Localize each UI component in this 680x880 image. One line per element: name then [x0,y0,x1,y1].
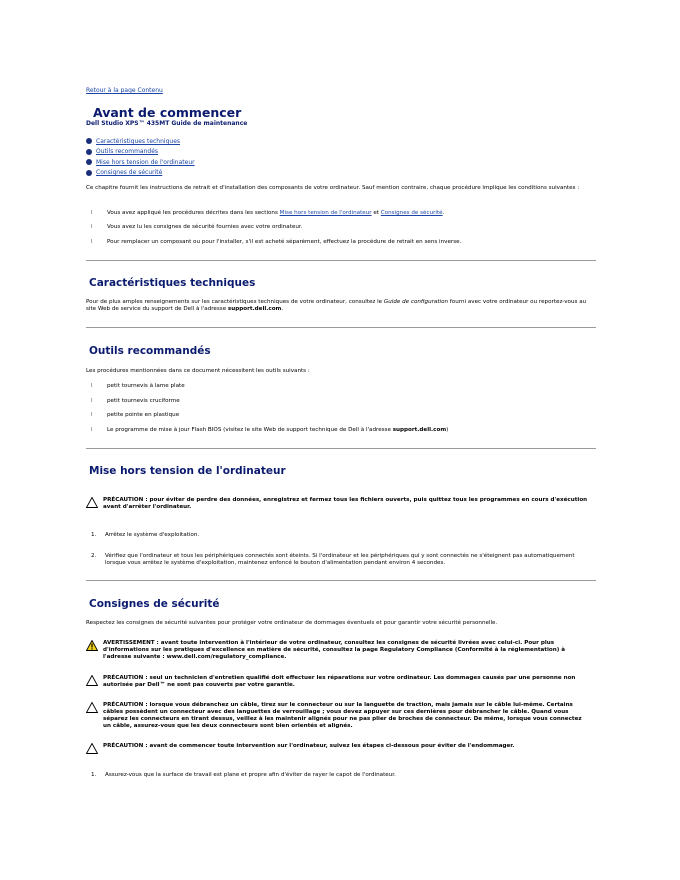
section-divider [86,327,596,328]
bullet-icon [86,149,92,155]
caution-icon [86,702,98,713]
list-text: Vous avez appliqué les procédures décrites dans les sections [107,210,280,216]
bullet-icon [86,170,92,176]
step-number: 1. [91,532,97,538]
section-divider [86,260,596,261]
list-text: petit tournevis cruciforme [107,398,180,404]
section-divider [86,580,596,581]
shutdown-inline-link[interactable]: Mise hors tension de l'ordinateur [279,210,372,216]
toc-link-tools[interactable]: Outils recommandés [96,148,159,156]
section-heading-specs: Caractéristiques techniques [89,277,256,289]
bullet-icon [86,159,92,165]
caution-text: seul un technicien d'entretien qualifié doit effectuer les réparations sur votre ordinateur. Les dommages causés par une personne non autorisée par Dell™ ne sont pas couverts par votre garantie. [103,675,576,688]
table-of-contents [86,136,195,178]
warning-label: AVERTISSEMENT : [103,640,159,646]
list-marker: l [91,412,93,418]
toc-link-specs[interactable]: Caractéristiques techniques [96,137,181,145]
caution-text: avant de commencer toute intervention sur l'ordinateur, suivez les étapes ci-dessous pour éviter de l'endommager. [147,743,515,749]
toc-item [86,157,195,168]
step-text: Assurez-vous que la surface de travail est plane et propre afin d'éviter de rayer le capot de l'ordinateur. [105,772,396,778]
list-marker: l [91,224,93,230]
caution-label: PRÉCAUTION : [103,743,148,749]
caution-icon [86,497,98,508]
list-text: et [371,210,381,216]
toc-item [86,147,195,158]
toc-item [86,136,195,147]
intro-paragraph: Ce chapitre fournit les instructions de retrait et d'installation des composants de votre ordinateur. Sauf mention contraire, chaque procédure implique les conditions suivantes : [86,185,580,191]
list-marker: l [91,210,93,216]
bullet-icon [86,138,92,144]
list-text: . [442,210,445,216]
page-title: Avant de commencer [93,105,242,120]
caution-label: PRÉCAUTION : [103,675,148,681]
page-subtitle: Dell Studio XPS™ 435MT Guide de maintenance [86,120,248,127]
safety-intro: Respectez les consignes de sécurité suivantes pour protéger votre ordinateur de dommages éventuels et pour garantir votre sécurité personnelle. [86,620,498,626]
list-marker: l [91,383,93,389]
list-marker: l [91,239,93,245]
list-text: Pour remplacer un composant ou pour l'installer, s'il est acheté séparément, effectuez la procédure de retrait en sens inverse. [107,239,462,245]
caution-icon [86,743,98,754]
section-divider [86,448,596,449]
caution-label: PRÉCAUTION : [103,702,148,708]
caution-label: PRÉCAUTION : [103,497,148,503]
list-text: Le programme de mise à jour Flash BIOS (visitez le site Web de support technique de Dell à l'adresse [107,427,393,433]
step-text: Vérifiez que l'ordinateur et tous les périphériques connectés sont éteints. Si l'ordinateur et les périphériques qui y sont connectés ne s'éteignent pas automatiquement lorsque vous arrêtez le système d'exploitation, maintenez enfoncé le bouton d'alimentation pendant environ 4 secondes. [105,553,575,566]
step-number: 2. [91,553,97,559]
toc-link-safety[interactable]: Consignes de sécurité [96,169,163,177]
section-heading-tools: Outils recommandés [89,345,211,357]
warning-text: avant toute intervention à l'intérieur de votre ordinateur, consultez les consignes de sécurité livrées avec celui-ci. Pour plus d'informations sur les pratiques d'excellence en matière de sécurité, consultez la page Regulatory Compliance (Conformité à la réglementation) à l'adresse suivante : www.dell.com/regulatory_compliance. [103,640,565,660]
list-text: Vous avez lu les consignes de sécurité fournies avec votre ordinateur. [107,224,303,230]
list-marker: l [91,427,93,433]
step-text: Arrêtez le système d'exploitation. [105,532,200,538]
caution-text: lorsque vous débranchez un câble, tirez sur le connecteur ou sur la languette de traction, mais jamais sur le câble lui-même. Certains câbles possèdent un connecteur avec des languettes de verrouillage ; vous devez appuyer sur ces dernières pour débrancher le câble. Quand vous séparez les connecteurs en tirant dessus, veillez à les maintenir alignés pour ne pas plier de broches de connecteur. De même, lorsque vous connectez un câble, assurez-vous que les deux connecteurs sont bien orientés et alignés. [103,702,582,729]
toc-item [86,168,195,179]
warning-icon [86,640,98,651]
section-heading-shutdown: Mise hors tension de l'ordinateur [89,465,286,477]
tools-intro: Les procédures mentionnées dans ce document nécessitent les outils suivants : [86,368,310,374]
support-site: support.dell.com [392,427,447,433]
safety-inline-link[interactable]: Consignes de sécurité [380,210,443,216]
list-text: petite pointe en plastique [107,412,180,418]
list-text: petit tournevis à lame plate [107,383,185,389]
support-site: support.dell.com [227,306,282,312]
section-heading-safety: Consignes de sécurité [89,598,220,610]
list-marker: l [91,398,93,404]
step-number: 1. [91,772,97,778]
specs-paragraph: Pour de plus amples renseignements sur les caractéristiques techniques de votre ordinateur, consultez le Guide de configuration fourni avec votre ordinateur ou reportez-vous au site Web de service du support de Dell à l'adresse support.dell.com. [86,299,587,312]
guide-title: Guide de configuration [383,299,449,305]
back-to-contents-link[interactable]: Retour à la page Contenu [86,87,163,94]
caution-icon [86,675,98,686]
caution-text: pour éviter de perdre des données, enregistrez et fermez tous les fichiers ouverts, puis quittez tous les programmes en cours d'exécution avant d'arrêter l'ordinateur. [103,497,588,510]
toc-link-shutdown[interactable]: Mise hors tension de l'ordinateur [96,158,195,166]
